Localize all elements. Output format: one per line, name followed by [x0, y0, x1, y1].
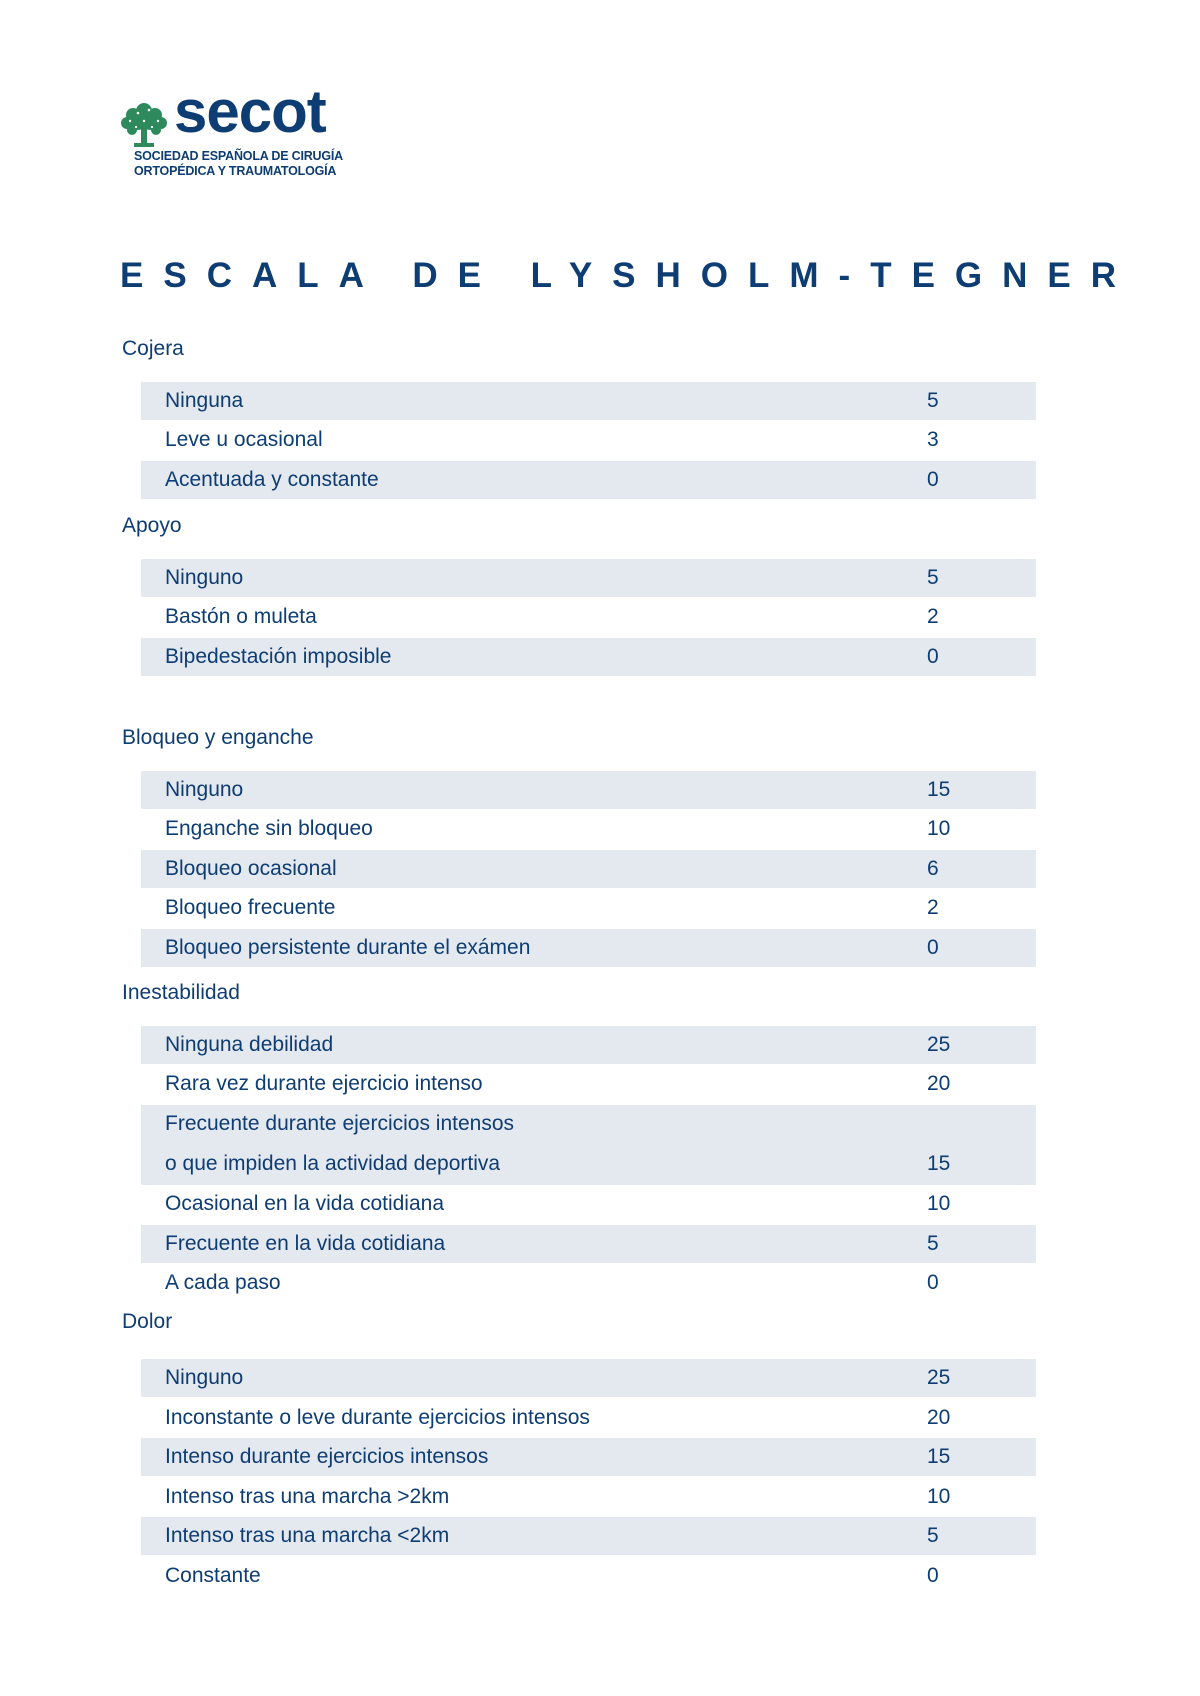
- row-score: 0: [927, 468, 939, 491]
- row-label: Ninguna: [165, 389, 244, 412]
- logo-subtitle-line1: SOCIEDAD ESPAÑOLA DE CIRUGÍA: [134, 149, 343, 163]
- table-row: [141, 1517, 1036, 1555]
- row-label: Leve u ocasional: [165, 428, 323, 451]
- row-label: Frecuente en la vida cotidiana: [165, 1232, 446, 1255]
- table-row: [141, 850, 1036, 888]
- row-label: Intenso tras una marcha >2km: [165, 1485, 450, 1508]
- row-score: 6: [927, 857, 939, 880]
- section-label-inestabilidad: Inestabilidad: [122, 981, 240, 1004]
- row-label: Bipedestación imposible: [165, 645, 392, 668]
- table-row: [141, 1359, 1036, 1397]
- row-score: 5: [927, 1232, 939, 1255]
- row-label: Ninguna debilidad: [165, 1033, 334, 1056]
- row-label: Bastón o muleta: [165, 605, 317, 628]
- row-label: Inconstante o leve durante ejercicios intensos: [165, 1406, 590, 1429]
- row-score: 5: [927, 566, 939, 589]
- row-score: 5: [927, 389, 939, 412]
- row-score: 3: [927, 428, 939, 451]
- section-label-bloqueo: Bloqueo y enganche: [122, 726, 314, 749]
- row-label: Rara vez durante ejercicio intenso: [165, 1072, 483, 1095]
- row-label: Bloqueo ocasional: [165, 857, 337, 880]
- row-label: Intenso durante ejercicios intensos: [165, 1445, 489, 1468]
- table-row: [141, 1557, 1036, 1595]
- row-label: Bloqueo persistente durante el exámen: [165, 936, 531, 959]
- row-label: Ocasional en la vida cotidiana: [165, 1192, 445, 1215]
- row-score: 15: [927, 1445, 951, 1468]
- table-row: [141, 559, 1036, 597]
- page-title: ESCALA DE LYSHOLM-TEGNER: [120, 256, 1137, 295]
- row-label: Frecuente durante ejercicios intensos: [165, 1112, 515, 1135]
- row-score: 15: [927, 778, 951, 801]
- row-label: Constante: [165, 1564, 261, 1587]
- table-row: [141, 771, 1036, 809]
- logo-wordmark: secot: [174, 78, 326, 145]
- table-row: [141, 1225, 1036, 1263]
- table-row: [141, 1478, 1036, 1516]
- row-score: 0: [927, 936, 939, 959]
- row-score: 2: [927, 605, 939, 628]
- row-label: Enganche sin bloqueo: [165, 817, 373, 840]
- table-row: [141, 461, 1036, 499]
- table-row: [141, 929, 1036, 967]
- table-row: [141, 1065, 1036, 1103]
- row-score: 10: [927, 817, 951, 840]
- secot-logo: [118, 78, 378, 186]
- table-row: [141, 382, 1036, 420]
- row-score: 0: [927, 1271, 939, 1294]
- table-row: [141, 1185, 1036, 1223]
- row-label: Bloqueo frecuente: [165, 896, 336, 919]
- row-score: 2: [927, 896, 939, 919]
- table-row: [141, 638, 1036, 676]
- row-label: Ninguno: [165, 1366, 244, 1389]
- table-row: [141, 1399, 1036, 1437]
- row-score: 10: [927, 1485, 951, 1508]
- row-score: 25: [927, 1033, 951, 1056]
- table-row: [141, 421, 1036, 459]
- logo-subtitle-line2: ORTOPÉDICA Y TRAUMATOLOGÍA: [134, 164, 337, 178]
- row-label-line2: o que impiden la actividad deportiva: [165, 1152, 501, 1175]
- table-row: [141, 598, 1036, 636]
- row-score: 20: [927, 1406, 951, 1429]
- table-row: [141, 889, 1036, 927]
- row-score: 25: [927, 1366, 951, 1389]
- row-score: 15: [927, 1152, 951, 1175]
- section-label-apoyo: Apoyo: [122, 514, 182, 537]
- table-row: [141, 1438, 1036, 1476]
- section-label-cojera: Cojera: [122, 337, 184, 360]
- table-row: [141, 810, 1036, 848]
- row-label: Ninguno: [165, 566, 244, 589]
- row-score: 10: [927, 1192, 951, 1215]
- tree-icon: [118, 99, 170, 149]
- row-label: A cada paso: [165, 1271, 281, 1294]
- table-row: [141, 1105, 1036, 1185]
- row-label: Intenso tras una marcha <2km: [165, 1524, 450, 1547]
- row-score: 0: [927, 1564, 939, 1587]
- table-row: [141, 1264, 1036, 1302]
- row-label: Ninguno: [165, 778, 244, 801]
- section-label-dolor: Dolor: [122, 1310, 173, 1333]
- row-score: 5: [927, 1524, 939, 1547]
- row-score: 0: [927, 645, 939, 668]
- table-row: [141, 1026, 1036, 1064]
- row-score: 20: [927, 1072, 951, 1095]
- row-label: Acentuada y constante: [165, 468, 379, 491]
